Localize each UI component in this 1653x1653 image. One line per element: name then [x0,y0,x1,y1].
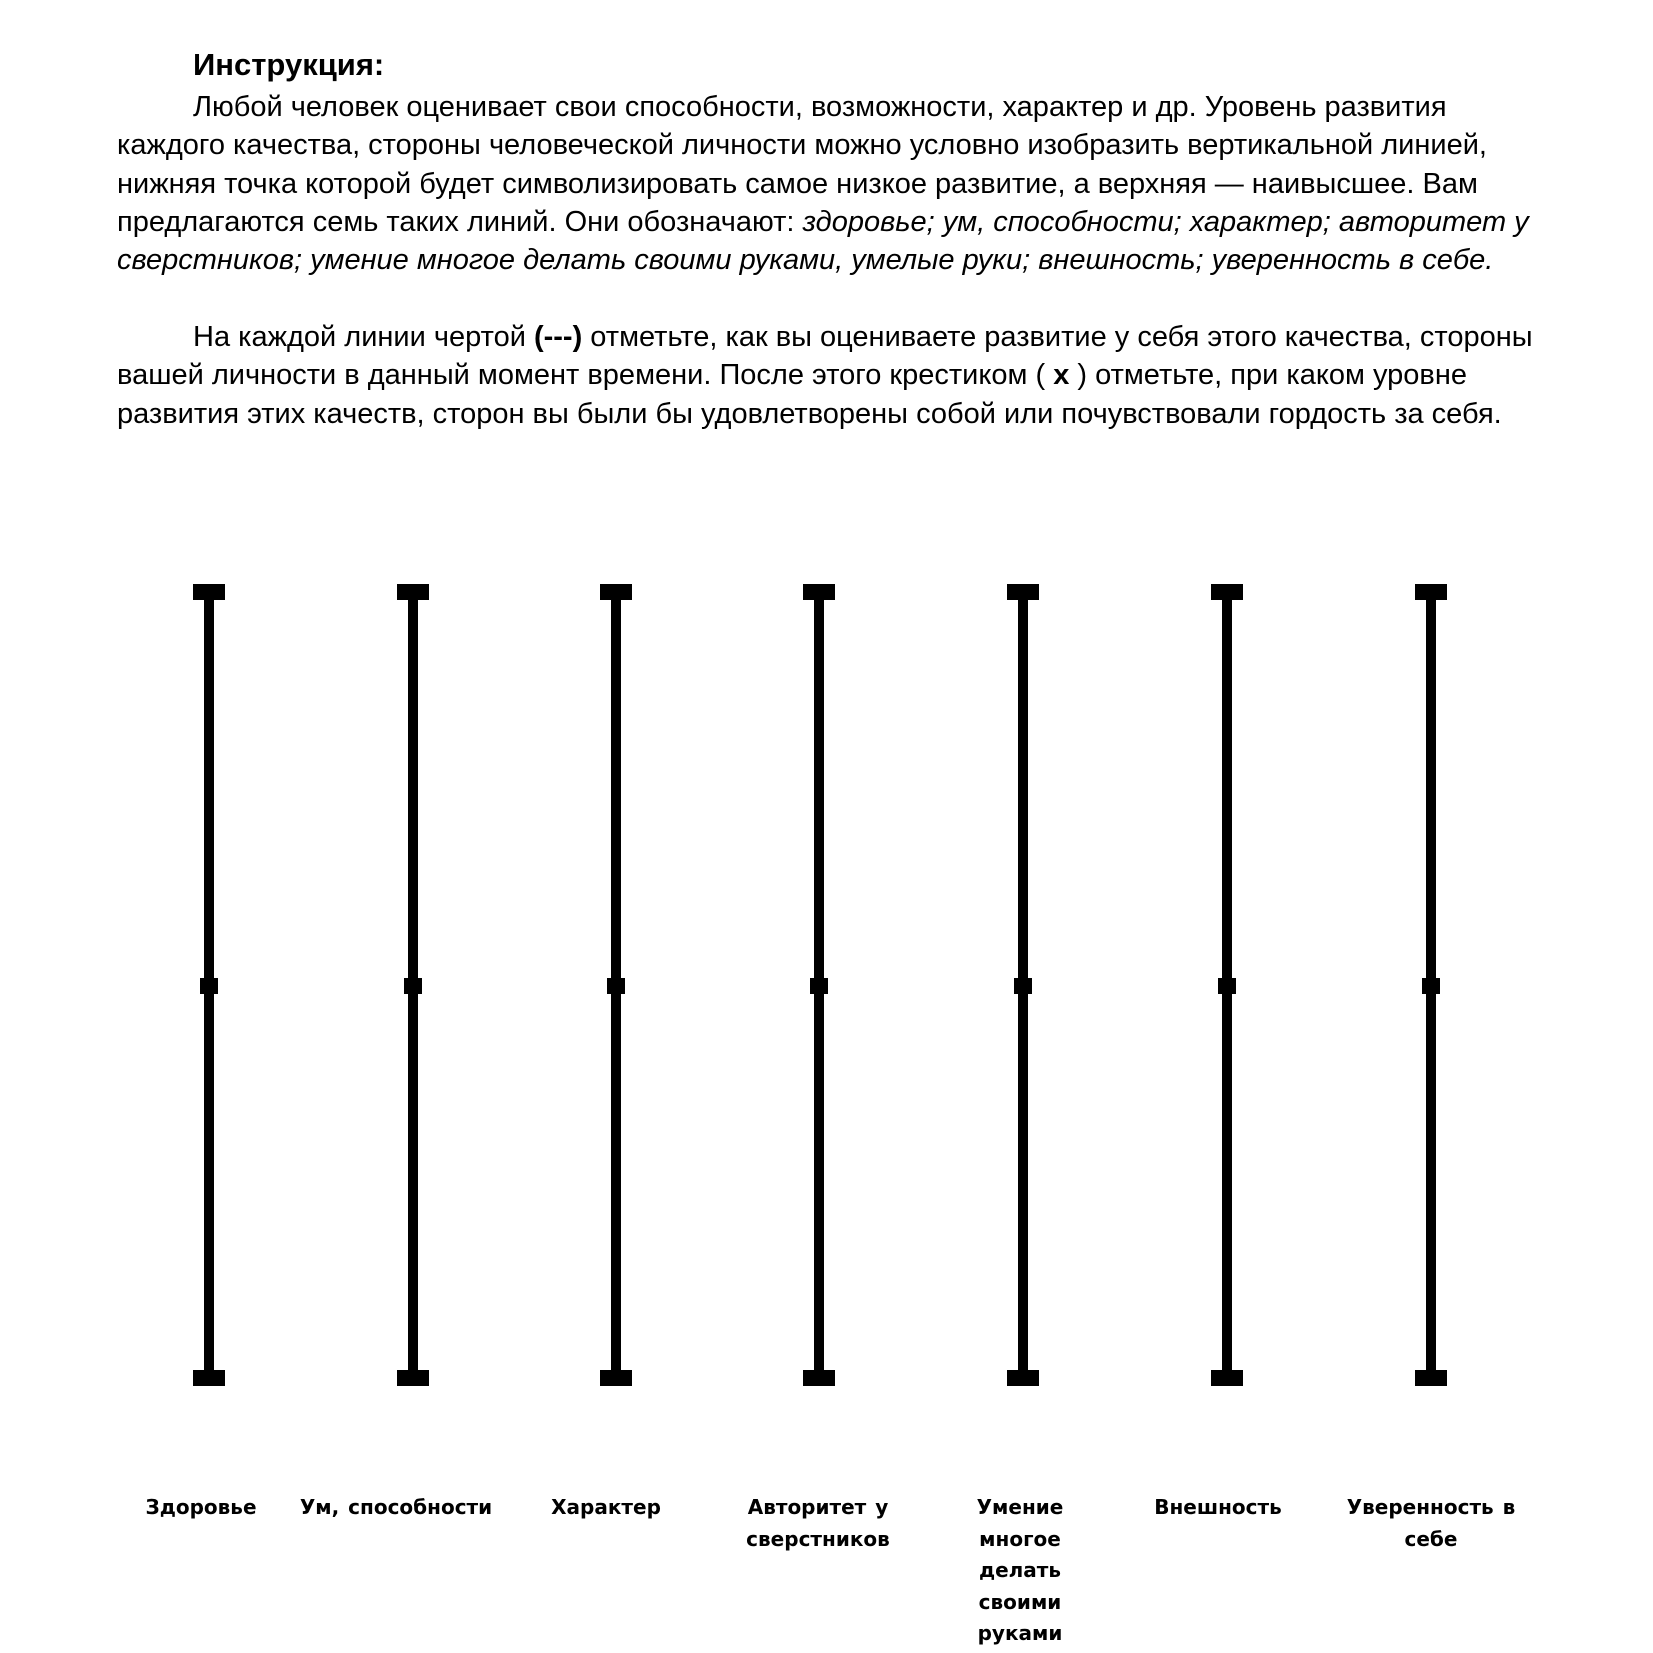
dash-mark-symbol: (---) [533,321,583,353]
scale-bottom-cap [397,1370,429,1386]
instruction-paragraph-1 [117,88,1547,279]
instruction-paragraph-1-text: Любой человек оценивает свои способности, возможности, характер и др. Уровень развития каждого качества, стороны человеческой личности можно условно изобразить вертикальной линией, нижняя точка которой будет символизировать самое низкое развитие, а верхняя — наивысшее. Вам предлагаются семь таких линий. Они обозначают: [117,91,1487,238]
scale-line-appearance[interactable] [1211,584,1243,1386]
qualities-list: здоровье; ум, способности; характер; авторитет у сверстников; умение многое делать своими руками, умелые руки; внешность; уверенность в себе. [117,205,1529,277]
scale-mid-mark [1014,978,1032,994]
scale-bottom-cap [1211,1370,1243,1386]
scale-bottom-cap [803,1370,835,1386]
scale-line-self-confidence[interactable] [1415,584,1447,1386]
instruction-title: Инструкция: [193,47,385,82]
cross-mark-symbol: х [1053,359,1070,392]
scale-mid-mark [607,978,625,994]
scale-line-authority[interactable] [803,584,835,1386]
instruction-paragraph-2 [117,318,1547,433]
scale-line-character[interactable] [600,584,632,1386]
scale-mid-mark [810,978,828,994]
scale-bottom-cap [1007,1370,1039,1386]
instruction-paragraph-2-text-a: На каждой линии чертой [193,321,534,353]
scale-label-authority: Авторитет у сверстников [746,1495,890,1551]
scale-mid-mark [404,978,422,994]
scale-mid-mark [200,978,218,994]
scale-line-skilled-hands[interactable] [1007,584,1039,1386]
instruction-paragraph-2-text-b: отметьте, как вы оцениваете развитие у себя этого качества, стороны вашей личности в данный момент времени. После этого крестиком ( [117,321,1533,392]
scale-label-health: Здоровье [145,1495,257,1519]
scale-label-skilled-hands: Умение многое делать своими руками [976,1495,1064,1645]
instruction-paragraph-2-text-c: ) отметьте, при каком уровне развития этих качеств, сторон вы были бы удовлетворены собой или почувствовали гордость за себя. [117,359,1502,430]
scale-line-mind[interactable] [397,584,429,1386]
scale-bottom-cap [600,1370,632,1386]
scale-label-mind: Ум, способности [299,1495,493,1519]
scale-label-appearance: Внешность [1154,1495,1282,1519]
scale-label-character: Характер [551,1495,661,1519]
scale-bottom-cap [1415,1370,1447,1386]
scale-mid-mark [1422,978,1440,994]
scale-line-health[interactable] [193,584,225,1386]
scale-mid-mark [1218,978,1236,994]
scale-bottom-cap [193,1370,225,1386]
scale-label-self-confidence: Уверенность в себе [1346,1495,1516,1551]
